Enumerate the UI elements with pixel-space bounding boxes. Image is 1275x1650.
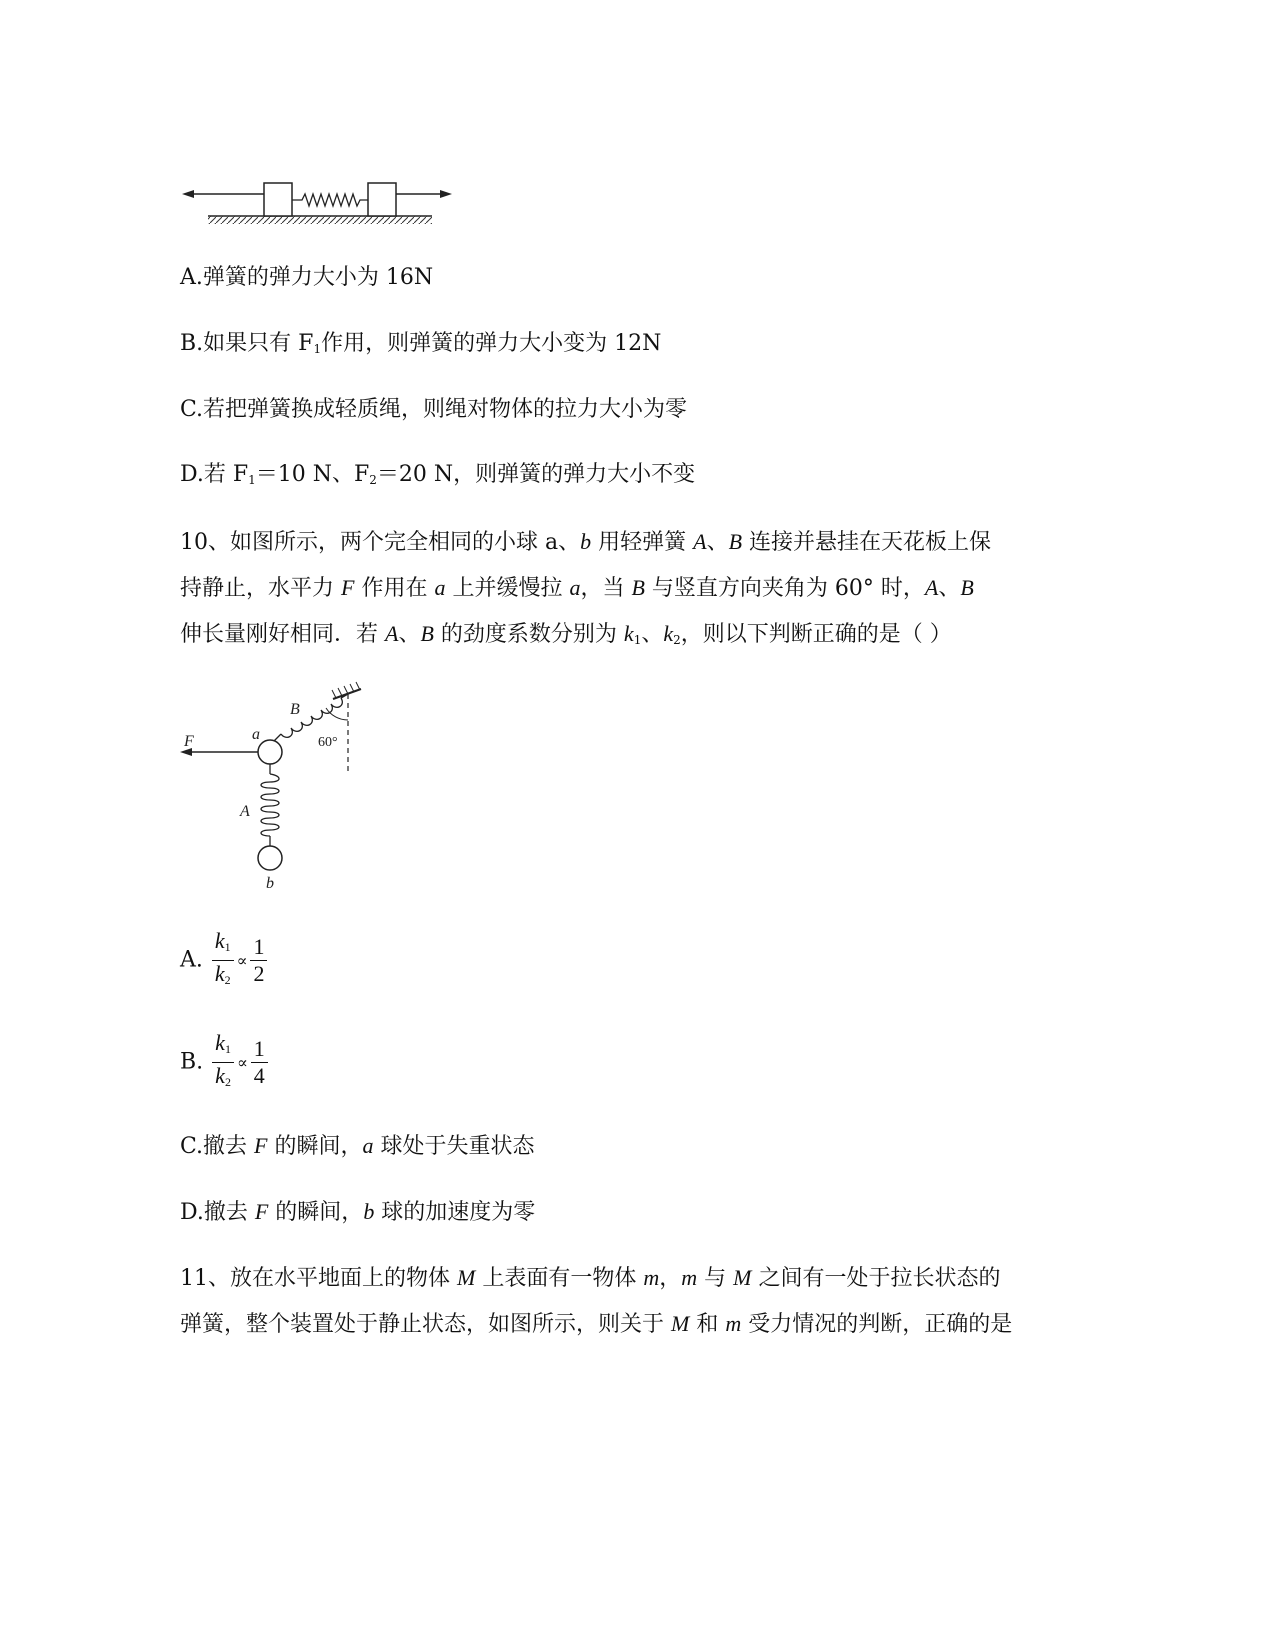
proportional-symbol: ∝ [236,1052,248,1072]
fraction-k1-k2: $\frac{k_1}{k_2}$ [212,1030,234,1095]
q10-option-a: A. $\frac{k_1}{k_2}$ ∝ $\frac{1}{2}$ [180,928,269,993]
right-block [368,183,396,216]
left-arrowhead [182,190,194,198]
q10-stem-line3: 伸长量刚好相同．若 A、B 的劲度系数分别为 $k_1$、$k_2$，则以下判断正确的是（ ） [180,621,952,647]
angle-arc [326,708,348,720]
q11-stem-line1: 11、放在水平地面上的物体 M 上表面有一物体 m，m 与 M 之间有一处于拉长状态的 [180,1265,1001,1291]
spring-blocks-figure [180,175,460,235]
ball-b [258,846,282,870]
q9-option-d: D.若 $F_1=10$ N、$F_2=20$ N，则弹簧的弹力大小不变 [180,462,696,487]
q9-option-b: B.如果只有 $F_1$作用，则弹簧的弹力大小变为 12N [180,331,662,356]
ball-a [258,740,282,764]
spring [292,194,368,206]
q9-option-a: A.弹簧的弹力大小为 16N [180,265,434,290]
q9-option-c: C.若把弹簧换成轻质绳，则绳对物体的拉力大小为零 [180,397,688,422]
q11-stem-line2: 弹簧，整个装置处于静止状态，如图所示，则关于 M 和 m 受力情况的判断，正确的是 [180,1311,1013,1337]
label-a: a [252,726,260,743]
fraction-ratio: $\frac{1}{4}$ [251,1036,268,1089]
label-F: F [184,733,194,750]
fraction-ratio: $\frac{1}{2}$ [250,934,267,987]
q10-option-d: D.撤去 F 的瞬间，b 球的加速度为零 [180,1199,536,1225]
q10-option-b: B. $\frac{k_1}{k_2}$ ∝ $\frac{1}{4}$ [180,1030,270,1095]
label-B: B [290,701,300,718]
label-A: A [240,803,250,820]
q10-stem-line1: 10、如图所示，两个完全相同的小球 a、b 用轻弹簧 A、B 连接并悬挂在天花板上保 [180,529,992,555]
ground-hatch [208,216,432,224]
q10-option-c: C.撤去 F 的瞬间，a 球处于失重状态 [180,1133,535,1159]
spring-A [261,764,279,846]
angle-label: 60° [318,735,338,750]
label-b: b [266,875,274,892]
q10-stem-line2: 持静止，水平力 F 作用在 a 上并缓慢拉 a，当 B 与竖直方向夹角为 60° 时，A、B [180,575,974,601]
left-block [264,183,292,216]
fraction-k1-k2: $\frac{k_1}{k_2}$ [212,928,234,993]
right-arrowhead [440,190,452,198]
proportional-symbol: ∝ [236,950,248,970]
spring-balls-figure [178,684,378,894]
